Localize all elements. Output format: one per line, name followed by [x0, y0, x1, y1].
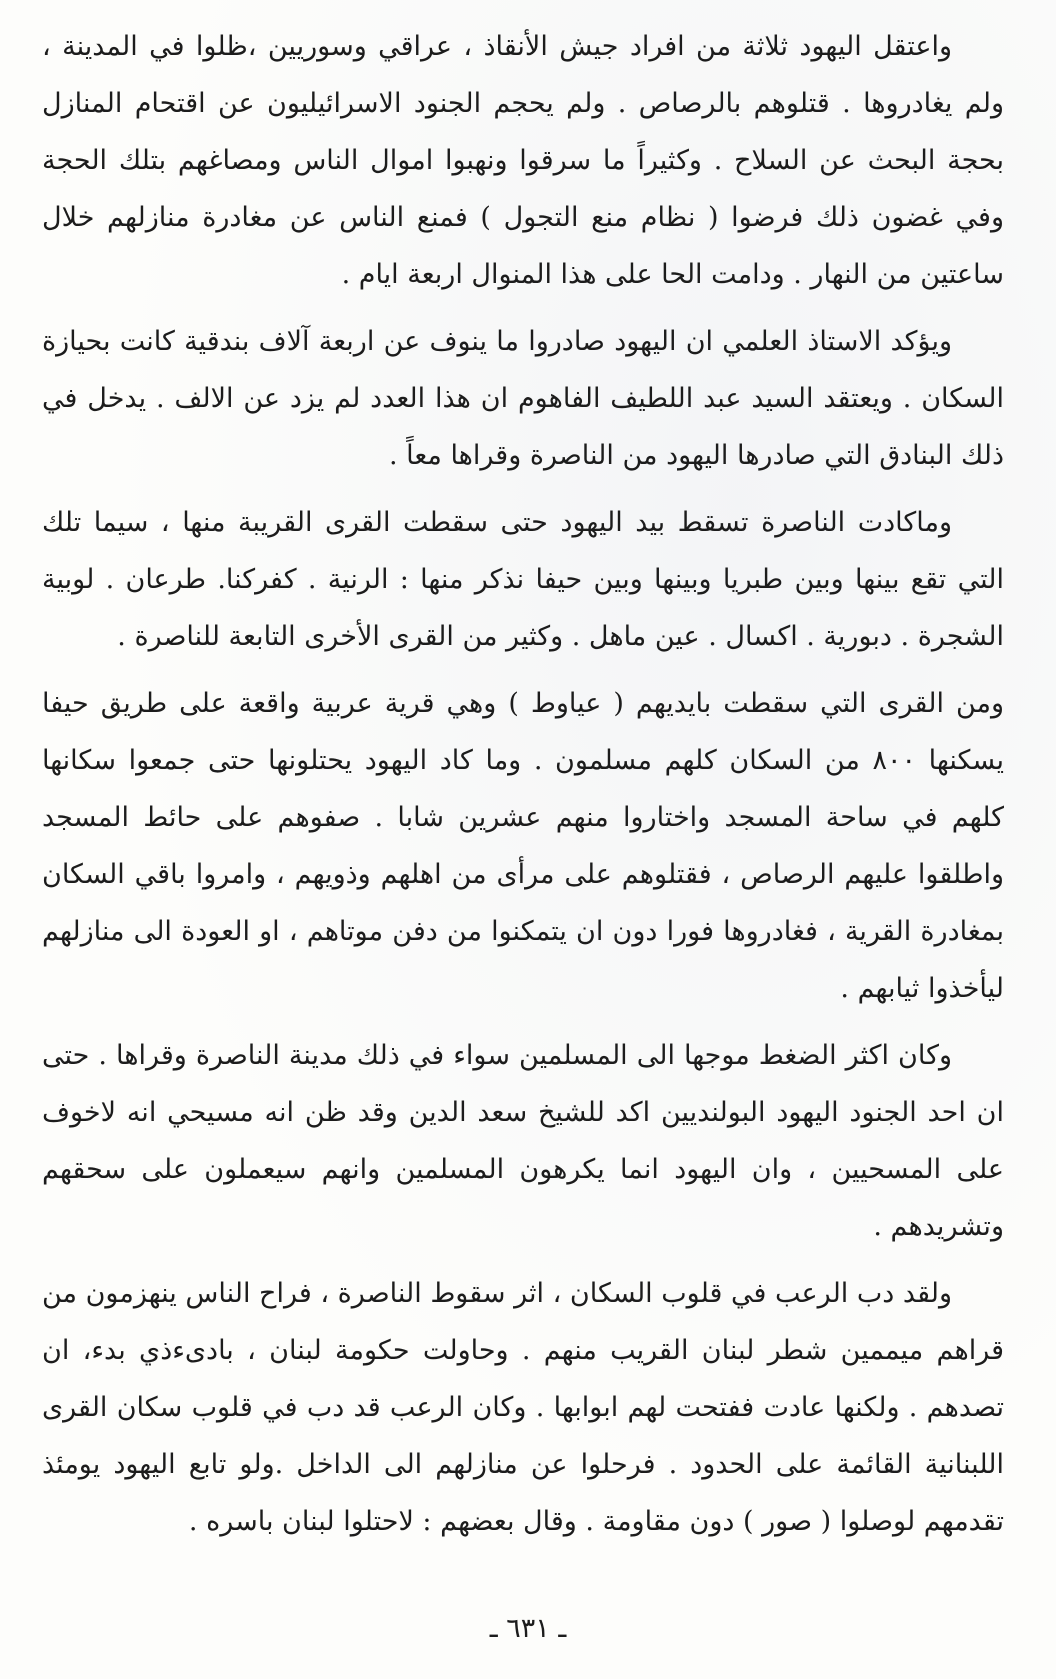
- page-number: ـ ٦٣١ ـ: [489, 1613, 567, 1644]
- body-text: [42, 18, 1004, 1560]
- paragraph-1: واعتقل اليهود ثلاثة من افراد جيش الأنقاذ ، عراقي وسوريين ،ظلوا في المدينة ، ولم يغادروها . قتلوهم بالرصاص . ولم يحجم الجنود الاسرائيليون عن اقتحام المنازل بحجة البحث عن السلاح . وكثيراً ما سرقوا ونهبوا اموال الناس ومصاغهم بتلك الحجة وفي غضون ذلك فرضوا ( نظام منع التجول ) فمنع الناس عن مغادرة منازلهم خلال ساعتين من النهار . ودامت الحا على هذا المنوال اربعة ايام .: [42, 31, 1004, 290]
- paragraph-2: ويؤكد الاستاذ العلمي ان اليهود صادروا ما ينوف عن اربعة آلاف بندقية كانت بحيازة السكان . ويعتقد السيد عبد اللطيف الفاهوم ان هذا العدد لم يزد عن الالف . يدخل في ذلك البنادق التي صادرها اليهود من الناصرة وقراها معاً .: [42, 326, 1004, 471]
- paragraph-5: وكان اكثر الضغط موجها الى المسلمين سواء في ذلك مدينة الناصرة وقراها . حتى ان احد الجنود اليهود البولنديين اكد للشيخ سعد الدين وقد ظن انه مسيحي انه لاخوف على المسحيين ، وان اليهود انما يكرهون المسلمين وانهم سيعملون على سحقهم وتشريدهم .: [42, 1040, 1004, 1242]
- paragraph-6: ولقد دب الرعب في قلوب السكان ، اثر سقوط الناصرة ، فراح الناس ينهزمون من قراهم ميممين شطر لبنان القريب منهم . وحاولت حكومة لبنان ، بادىءذي بدء، ان تصدهم . ولكنها عادت ففتحت لهم ابوابها . وكان الرعب قد دب في قلوب سكان القرى اللبنانية القائمة على الحدود . فرحلوا عن منازلهم الى الداخل .ولو تابع اليهود يومئذ تقدمهم لوصلوا ( صور ) دون مقاومة . وقال بعضهم : لاحتلوا لبنان باسره .: [41, 1278, 1004, 1537]
- paragraph-3: وماكادت الناصرة تسقط بيد اليهود حتى سقطت القرى القريبة منها ، سيما تلك التي تقع بينها وبين طبريا وبينها وبين حيفا نذكر منها : الرنية . كفركنا. طرعان . لوبية الشجرة . دبورية . اكسال . عين ماهل . وكثير من القرى الأخرى التابعة للناصرة .: [42, 507, 1004, 652]
- paragraph-4: ومن القرى التي سقطت بايديهم ( عياوط ) وهي قرية عربية واقعة على طريق حيفا يسكنها ٨٠٠ من السكان كلهم مسلمون . وما كاد اليهود يحتلونها حتى جمعوا سكانها كلهم في ساحة المسجد واختاروا منهم عشرين شابا . صفوهم على حائط المسجد واطلقوا عليهم الرصاص ، فقتلوهم على مرأى من اهلهم وذويهم ، وامروا باقي السكان بمغادرة القرية ، فغادروها فورا دون ان يتمكنوا من دفن موتاهم ، او العودة الى منازلهم ليأخذوا ثيابهم .: [42, 688, 1004, 1004]
